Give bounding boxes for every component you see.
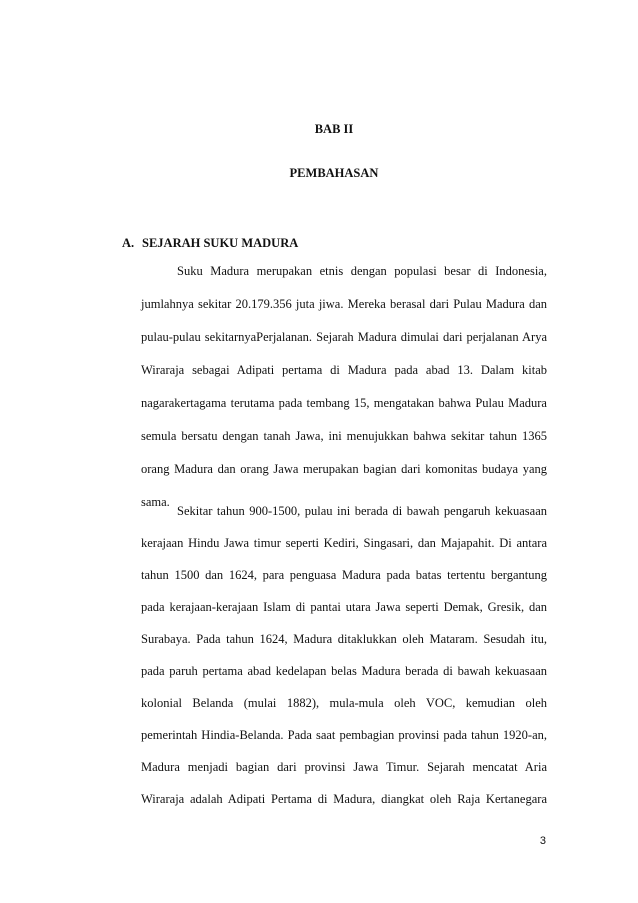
paragraph-line: kolonial Belanda (mulai 1882), mula-mula oleh VOC, kemudian oleh bbox=[141, 696, 547, 710]
chapter-title: PEMBAHASAN bbox=[289, 166, 379, 180]
paragraph-line: Suku Madura merupakan etnis dengan populasi besar di Indonesia, bbox=[177, 264, 547, 278]
section-letter: A. bbox=[122, 236, 135, 250]
paragraph-line: orang Madura dan orang Jawa merupakan bagian dari komonitas budaya yang bbox=[141, 462, 547, 476]
section-heading bbox=[122, 236, 298, 251]
paragraph-line: kerajaan Hindu Jawa timur seperti Kediri, Singasari, dan Majapahit. Di antara bbox=[141, 536, 547, 550]
paragraph-line: nagarakertagama terutama pada tembang 15, mengatakan bahwa Pulau Madura bbox=[141, 396, 547, 410]
paragraph-line: pada paruh pertama abad kedelapan belas Madura berada di bawah kekuasaan bbox=[141, 664, 547, 678]
paragraph-line: pemerintah Hindia-Belanda. Pada saat pembagian provinsi pada tahun 1920-an, bbox=[141, 728, 547, 742]
paragraph-line: semula bersatu dengan tanah Jawa, ini menujukkan bahwa sekitar tahun 1365 bbox=[141, 429, 547, 443]
paragraph-line: jumlahnya sekitar 20.179.356 juta jiwa. Mereka berasal dari Pulau Madura dan bbox=[141, 297, 547, 311]
paragraph-line: pada kerajaan-kerajaan Islam di pantai utara Jawa seperti Demak, Gresik, dan bbox=[141, 600, 547, 614]
chapter-label: BAB II bbox=[314, 122, 354, 136]
paragraph-line: pulau-pulau sekitarnyaPerjalanan. Sejarah Madura dimulai dari perjalanan Arya bbox=[141, 330, 547, 344]
paragraph-line: Wiraraja sebagai Adipati pertama di Madura pada abad 13. Dalam kitab bbox=[141, 363, 547, 377]
paragraph-line: Sekitar tahun 900-1500, pulau ini berada di bawah pengaruh kekuasaan bbox=[177, 504, 547, 518]
paragraph-line: Surabaya. Pada tahun 1624, Madura ditaklukkan oleh Mataram. Sesudah itu, bbox=[141, 632, 547, 646]
page-number: 3 bbox=[539, 835, 546, 847]
section-title: SEJARAH SUKU MADURA bbox=[142, 236, 299, 250]
paragraph-line: Wiraraja adalah Adipati Pertama di Madura, diangkat oleh Raja Kertanegara bbox=[141, 792, 547, 806]
paragraph-line: sama. bbox=[141, 495, 170, 509]
paragraph-line: tahun 1500 dan 1624, para penguasa Madura pada batas tertentu bergantung bbox=[141, 568, 547, 582]
paragraph-line: Madura menjadi bagian dari provinsi Jawa Timur. Sejarah mencatat Aria bbox=[141, 760, 547, 774]
